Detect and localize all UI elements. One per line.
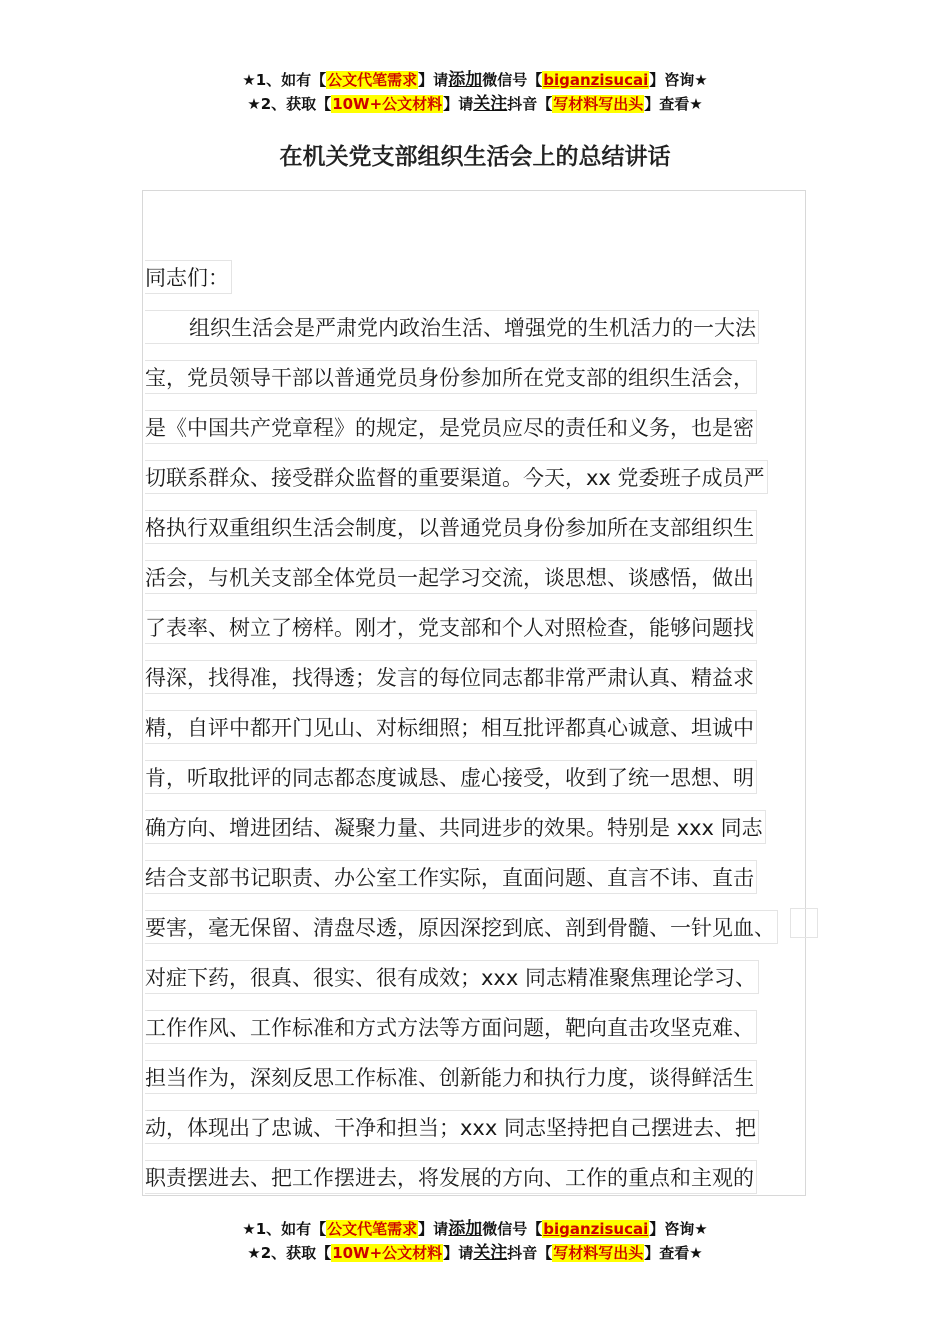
paragraph-line xyxy=(145,1160,757,1194)
line-text: 组织生活会是严肃党内政治生活、增强党的生机活力的一大法 xyxy=(189,316,756,340)
promo-text: 】咨询★ xyxy=(649,1220,708,1238)
promo-text: ★1、如有【 xyxy=(242,71,327,89)
promo-line-2 xyxy=(0,1241,950,1265)
line-text: 了表率、树立了榜样。刚才，党支部和个人对照检查，能够问题找 xyxy=(145,616,754,640)
page-title: 在机关党支部组织生活会上的总结讲话 xyxy=(279,144,671,170)
paragraph-line xyxy=(145,660,757,694)
promo-highlight-materials: 10W+公文材料 xyxy=(332,1244,443,1262)
line-text: 动，体现出了忠诚、干净和担当；xxx 同志坚持把自己摆进去、把 xyxy=(145,1116,756,1140)
promo-emphasis: 关注 xyxy=(473,94,508,114)
paragraph-line xyxy=(145,810,766,844)
line-text: 切联系群众、接受群众监督的重要渠道。今天，xx 党委班子成员严 xyxy=(145,466,765,490)
paragraph-line xyxy=(145,910,778,944)
promo-wechat-id[interactable]: biganzisucai xyxy=(543,1220,649,1238)
header-promo xyxy=(0,68,950,116)
line-text: 担当作为，深刻反思工作标准、创新能力和执行力度，谈得鲜活生 xyxy=(145,1066,754,1090)
promo-line-1 xyxy=(0,68,950,92)
line-text: 工作作风、工作标准和方式方法等方面问题，靶向直击攻坚克难、 xyxy=(145,1016,754,1040)
paragraph-line xyxy=(145,560,757,594)
promo-emphasis: 添加 xyxy=(448,1219,483,1239)
line-text: 职责摆进去、把工作摆进去，将发展的方向、工作的重点和主观的 xyxy=(145,1166,754,1190)
promo-emphasis: 关注 xyxy=(473,1243,508,1263)
promo-text: ★1、如有【 xyxy=(242,1220,327,1238)
salutation xyxy=(145,260,232,294)
promo-line-1 xyxy=(0,1217,950,1241)
line-text: 活会，与机关支部全体党员一起学习交流，谈思想、谈感悟，做出 xyxy=(145,566,754,590)
paragraph-line xyxy=(145,760,757,794)
line-text: 是《中国共产党章程》的规定，是党员应尽的责任和义务，也是密 xyxy=(145,416,754,440)
line-text: 肯，听取批评的同志都态度诚恳、虚心接受，收到了统一思想、明 xyxy=(145,766,754,790)
promo-text: 】请 xyxy=(418,71,449,89)
promo-wechat-id[interactable]: biganzisucai xyxy=(543,71,649,89)
promo-text: 微信号【 xyxy=(482,71,543,89)
promo-text: ★2、获取【 xyxy=(247,1244,332,1262)
paragraph-line xyxy=(145,1010,757,1044)
paragraph-line xyxy=(145,860,757,894)
promo-text: 抖音【 xyxy=(507,1244,553,1262)
paragraph-line xyxy=(145,1110,759,1144)
promo-line-2 xyxy=(0,92,950,116)
promo-text: ★2、获取【 xyxy=(247,95,332,113)
promo-text: 】查看★ xyxy=(644,95,703,113)
promo-text: 抖音【 xyxy=(507,95,553,113)
line-text: 结合支部书记职责、办公室工作实际，直面问题、直言不讳、直击 xyxy=(145,866,754,890)
promo-text: 】咨询★ xyxy=(649,71,708,89)
line-text: 得深，找得准，找得透；发言的每位同志都非常严肃认真、精益求 xyxy=(145,666,754,690)
promo-text: 】请 xyxy=(443,1244,474,1262)
promo-highlight-service: 公文代笔需求 xyxy=(327,71,418,89)
line-text: 精，自评中都开门见山、对标细照；相互批评都真心诚意、坦诚中 xyxy=(145,716,754,740)
promo-text: 】请 xyxy=(443,95,474,113)
paragraph-line xyxy=(145,1060,757,1094)
paragraph-line xyxy=(145,960,759,994)
paragraph-line xyxy=(145,360,757,394)
promo-highlight-materials: 10W+公文材料 xyxy=(332,95,443,113)
line-text: 要害，毫无保留、清盘尽透，原因深挖到底、剖到骨髓、一针见血、 xyxy=(145,916,775,940)
promo-douyin-account[interactable]: 写材料写出头 xyxy=(553,1244,644,1262)
promo-text: 】查看★ xyxy=(644,1244,703,1262)
line-text: 确方向、增进团结、凝聚力量、共同进步的效果。特别是 xxx 同志 xyxy=(145,816,763,840)
line-text: 格执行双重组织生活会制度，以普通党员身份参加所在支部组织生 xyxy=(145,516,754,540)
line-text: 宝，党员领导干部以普通党员身份参加所在党支部的组织生活会， xyxy=(145,366,754,390)
promo-douyin-account[interactable]: 写材料写出头 xyxy=(553,95,644,113)
paragraph-line xyxy=(145,310,759,344)
line-overflow-box xyxy=(790,908,818,938)
promo-emphasis: 添加 xyxy=(448,70,483,90)
paragraph-line xyxy=(145,710,757,744)
footer-promo xyxy=(0,1217,950,1265)
promo-text: 微信号【 xyxy=(482,1220,543,1238)
promo-text: 】请 xyxy=(418,1220,449,1238)
paragraph-line xyxy=(145,610,757,644)
salutation-text: 同志们： xyxy=(145,266,229,290)
paragraph-line xyxy=(145,460,768,494)
promo-highlight-service: 公文代笔需求 xyxy=(327,1220,418,1238)
paragraph-line xyxy=(145,510,757,544)
line-text: 对症下药，很真、很实、很有成效；xxx 同志精准聚焦理论学习、 xyxy=(145,966,756,990)
paragraph-line xyxy=(145,410,757,444)
